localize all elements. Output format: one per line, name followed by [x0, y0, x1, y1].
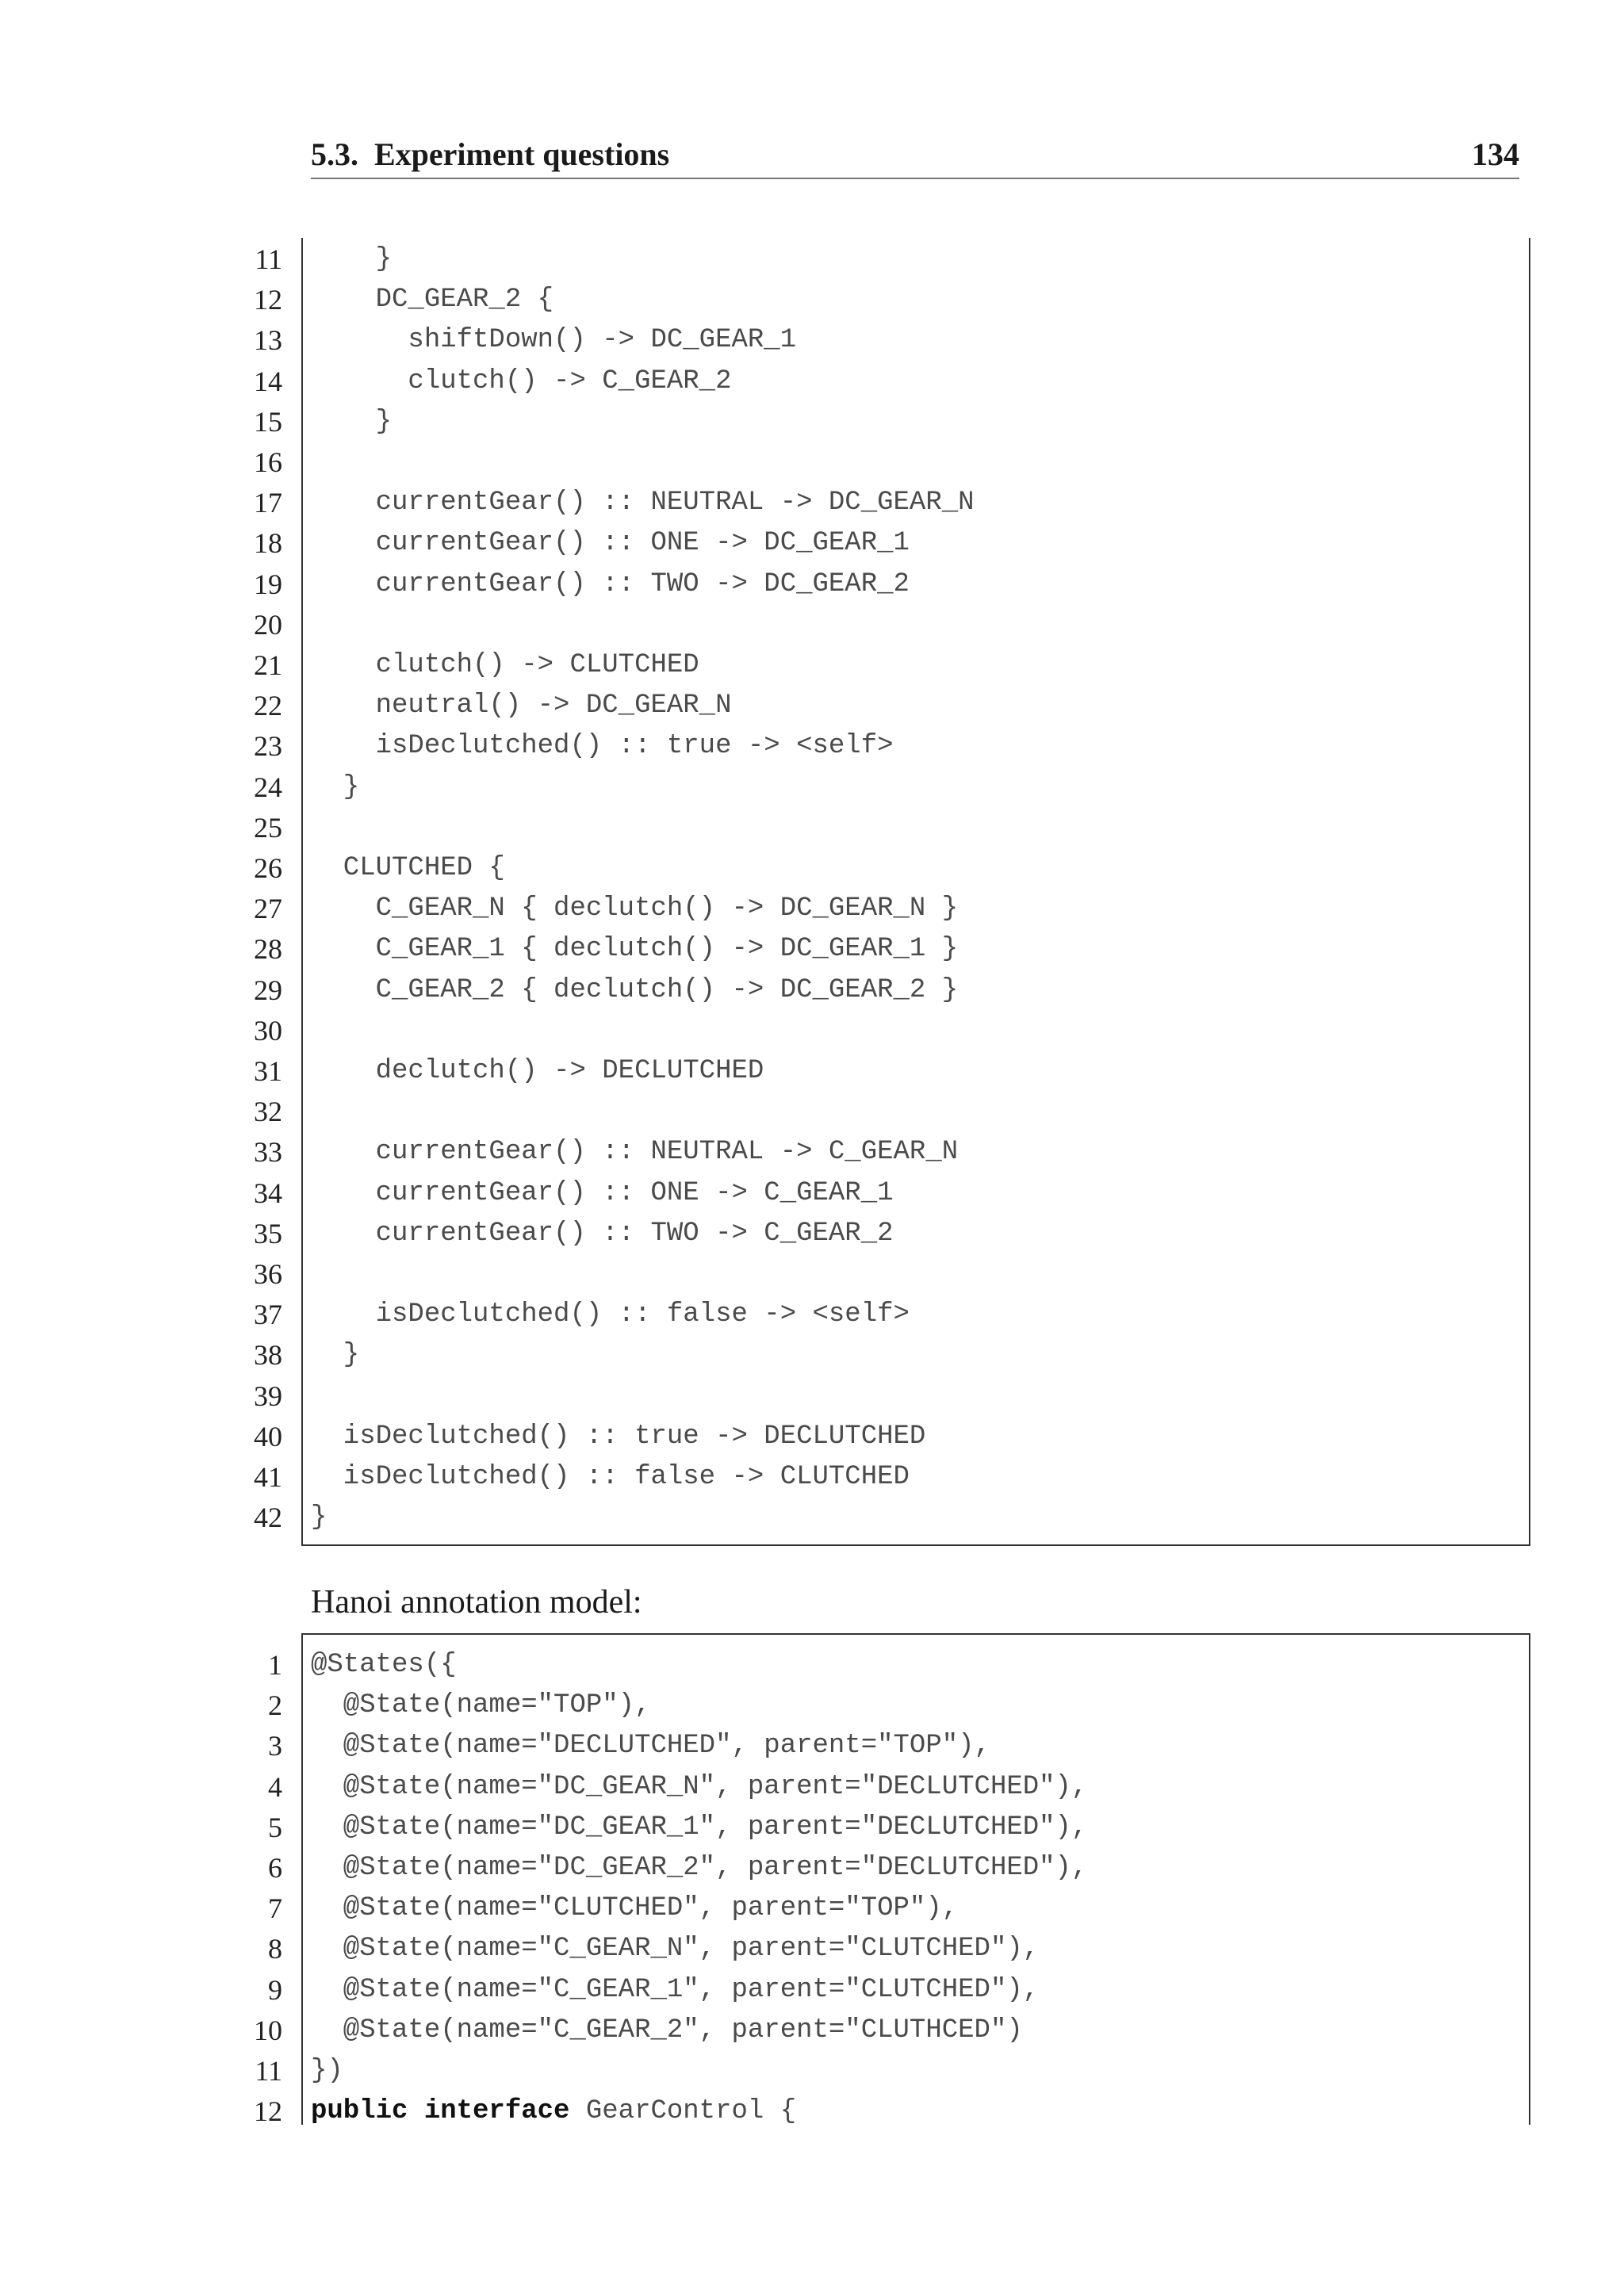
line-number: 29	[254, 974, 282, 1006]
code-text: }	[311, 406, 393, 437]
code-line	[0, 402, 1624, 442]
code-line	[0, 1498, 1624, 1538]
line-number: 35	[254, 1217, 282, 1249]
code-text: isDeclutched() :: true -> <self>	[311, 731, 894, 762]
code-line	[0, 1417, 1624, 1457]
code-line	[0, 929, 1624, 970]
line-number: 36	[254, 1258, 282, 1290]
code-line	[0, 1214, 1624, 1254]
running-header	[311, 136, 1519, 179]
code-text: declutch() -> DECLUTCHED	[311, 1056, 764, 1086]
code-text: C_GEAR_N { declutch() -> DC_GEAR_N }	[311, 894, 959, 924]
code-line	[0, 1726, 1624, 1766]
code-text: currentGear() :: ONE -> C_GEAR_1	[311, 1177, 894, 1208]
code-text: @State(name="C_GEAR_2", parent="CLUTHCED")	[311, 2015, 1023, 2045]
code-text: @State(name="C_GEAR_N", parent="CLUTCHED"),	[311, 1934, 1040, 1965]
code-line	[0, 1132, 1624, 1173]
code-rest: GearControl {	[569, 2096, 797, 2127]
line-number: 33	[254, 1136, 282, 1169]
code-line	[0, 1335, 1624, 1376]
code-line	[0, 767, 1624, 808]
line-number: 1	[268, 1649, 282, 1681]
code-line	[0, 686, 1624, 726]
code-text: @State(name="DC_GEAR_N", parent="DECLUTCHED"),	[311, 1771, 1088, 1802]
code-line	[0, 726, 1624, 767]
code-text: }	[311, 244, 393, 274]
line-number: 27	[254, 893, 282, 925]
line-number: 20	[254, 608, 282, 641]
code-line	[0, 362, 1624, 402]
line-number: 4	[268, 1770, 282, 1803]
code-keyword: public interface	[311, 2096, 570, 2127]
code-line	[0, 1011, 1624, 1051]
section-title: 5.3. Experiment questions	[311, 136, 670, 172]
code-line	[0, 645, 1624, 686]
code-line	[0, 848, 1624, 889]
code-line	[0, 1888, 1624, 1929]
code-listing-annotations	[0, 1633, 1624, 2128]
line-number: 11	[255, 243, 282, 275]
line-number: 34	[254, 1177, 282, 1209]
code-text: @State(name="DECLUTCHED", parent="TOP"),	[311, 1731, 990, 1762]
line-number: 31	[254, 1055, 282, 1087]
code-line	[0, 1848, 1624, 1888]
code-line	[0, 280, 1624, 320]
code-line	[0, 1970, 1624, 2011]
code-text: @State(name="TOP"),	[311, 1690, 651, 1721]
listing-caption: Hanoi annotation model:	[311, 1584, 642, 1621]
code-line	[0, 808, 1624, 848]
line-number: 18	[254, 527, 282, 560]
line-number: 11	[255, 2055, 282, 2087]
code-text: currentGear() :: TWO -> C_GEAR_2	[311, 1218, 894, 1249]
code-text: isDeclutched() :: true -> DECLUTCHED	[311, 1421, 926, 1452]
code-line	[0, 1092, 1624, 1132]
line-number: 7	[268, 1892, 282, 1925]
code-line	[0, 1051, 1624, 1092]
line-number: 6	[268, 1852, 282, 1884]
line-number: 39	[254, 1380, 282, 1412]
code-text: DC_GEAR_2 {	[311, 285, 554, 316]
code-line	[0, 2091, 1624, 2132]
code-text: @State(name="DC_GEAR_2", parent="DECLUTCHED"),	[311, 1853, 1088, 1883]
code-line	[0, 1645, 1624, 1686]
code-text: }	[311, 771, 360, 802]
code-text: isDeclutched() :: false -> CLUTCHED	[311, 1462, 910, 1492]
line-number: 30	[254, 1014, 282, 1047]
line-number: 26	[254, 852, 282, 884]
code-line	[0, 1929, 1624, 1969]
line-number: 37	[254, 1299, 282, 1331]
code-text: C_GEAR_1 { declutch() -> DC_GEAR_1 }	[311, 934, 959, 965]
code-line	[0, 1457, 1624, 1498]
line-number: 15	[254, 405, 282, 438]
line-number: 3	[268, 1730, 282, 1762]
line-number: 9	[268, 1973, 282, 2006]
line-number: 22	[254, 690, 282, 722]
code-text: @State(name="DC_GEAR_1", parent="DECLUTCHED"),	[311, 1812, 1088, 1843]
code-line	[0, 1686, 1624, 1726]
code-text: isDeclutched() :: false -> <self>	[311, 1299, 910, 1330]
code-line	[0, 442, 1624, 483]
line-number: 8	[268, 1933, 282, 1965]
line-number: 5	[268, 1811, 282, 1843]
code-text: @State(name="C_GEAR_1", parent="CLUTCHED"),	[311, 1974, 1040, 2005]
code-line	[0, 523, 1624, 564]
code-line	[0, 970, 1624, 1011]
code-listing-statemachine	[0, 238, 1624, 1546]
code-text: currentGear() :: NEUTRAL -> DC_GEAR_N	[311, 488, 975, 519]
page-number: 134	[1472, 136, 1519, 172]
code-line	[0, 2011, 1624, 2051]
line-number: 12	[254, 284, 282, 316]
line-number: 41	[254, 1461, 282, 1493]
code-text: @States({	[311, 1650, 457, 1680]
code-text: currentGear() :: ONE -> DC_GEAR_1	[311, 528, 910, 559]
line-number: 24	[254, 771, 282, 803]
line-number: 23	[254, 730, 282, 763]
code-text: neutral() -> DC_GEAR_N	[311, 691, 732, 721]
line-number: 42	[254, 1502, 282, 1534]
code-text: C_GEAR_2 { declutch() -> DC_GEAR_2 }	[311, 974, 959, 1005]
line-number: 40	[254, 1420, 282, 1452]
line-number: 38	[254, 1339, 282, 1372]
code-line	[0, 1376, 1624, 1417]
line-number: 16	[254, 446, 282, 478]
code-line	[0, 2051, 1624, 2091]
line-number: 13	[254, 324, 282, 357]
line-number: 2	[268, 1689, 282, 1722]
code-text: currentGear() :: TWO -> DC_GEAR_2	[311, 568, 910, 599]
code-text: @State(name="CLUTCHED", parent="TOP"),	[311, 1893, 959, 1924]
code-line	[0, 320, 1624, 361]
code-line	[0, 1295, 1624, 1335]
line-number: 28	[254, 933, 282, 966]
code-line	[0, 239, 1624, 280]
code-text: clutch() -> C_GEAR_2	[311, 365, 732, 396]
code-line	[0, 889, 1624, 929]
code-line	[0, 1254, 1624, 1295]
line-number: 21	[254, 649, 282, 681]
line-number: 12	[254, 2095, 282, 2128]
code-text: })	[311, 2056, 343, 2086]
code-line	[0, 483, 1624, 523]
code-text: }	[311, 1340, 360, 1371]
code-line	[0, 1767, 1624, 1808]
code-text: CLUTCHED {	[311, 853, 505, 883]
code-text: clutch() -> CLUTCHED	[311, 650, 699, 680]
code-text	[311, 2091, 796, 2132]
code-line	[0, 1173, 1624, 1214]
code-line	[0, 564, 1624, 605]
line-number: 32	[254, 1096, 282, 1128]
code-text: }	[311, 1502, 327, 1533]
line-number: 14	[254, 365, 282, 397]
code-line	[0, 605, 1624, 645]
code-text: shiftDown() -> DC_GEAR_1	[311, 325, 797, 356]
line-number: 17	[254, 487, 282, 519]
code-text: currentGear() :: NEUTRAL -> C_GEAR_N	[311, 1137, 959, 1168]
code-line	[0, 1808, 1624, 1848]
line-number: 19	[254, 568, 282, 600]
line-number: 25	[254, 811, 282, 844]
line-number: 10	[254, 2014, 282, 2046]
